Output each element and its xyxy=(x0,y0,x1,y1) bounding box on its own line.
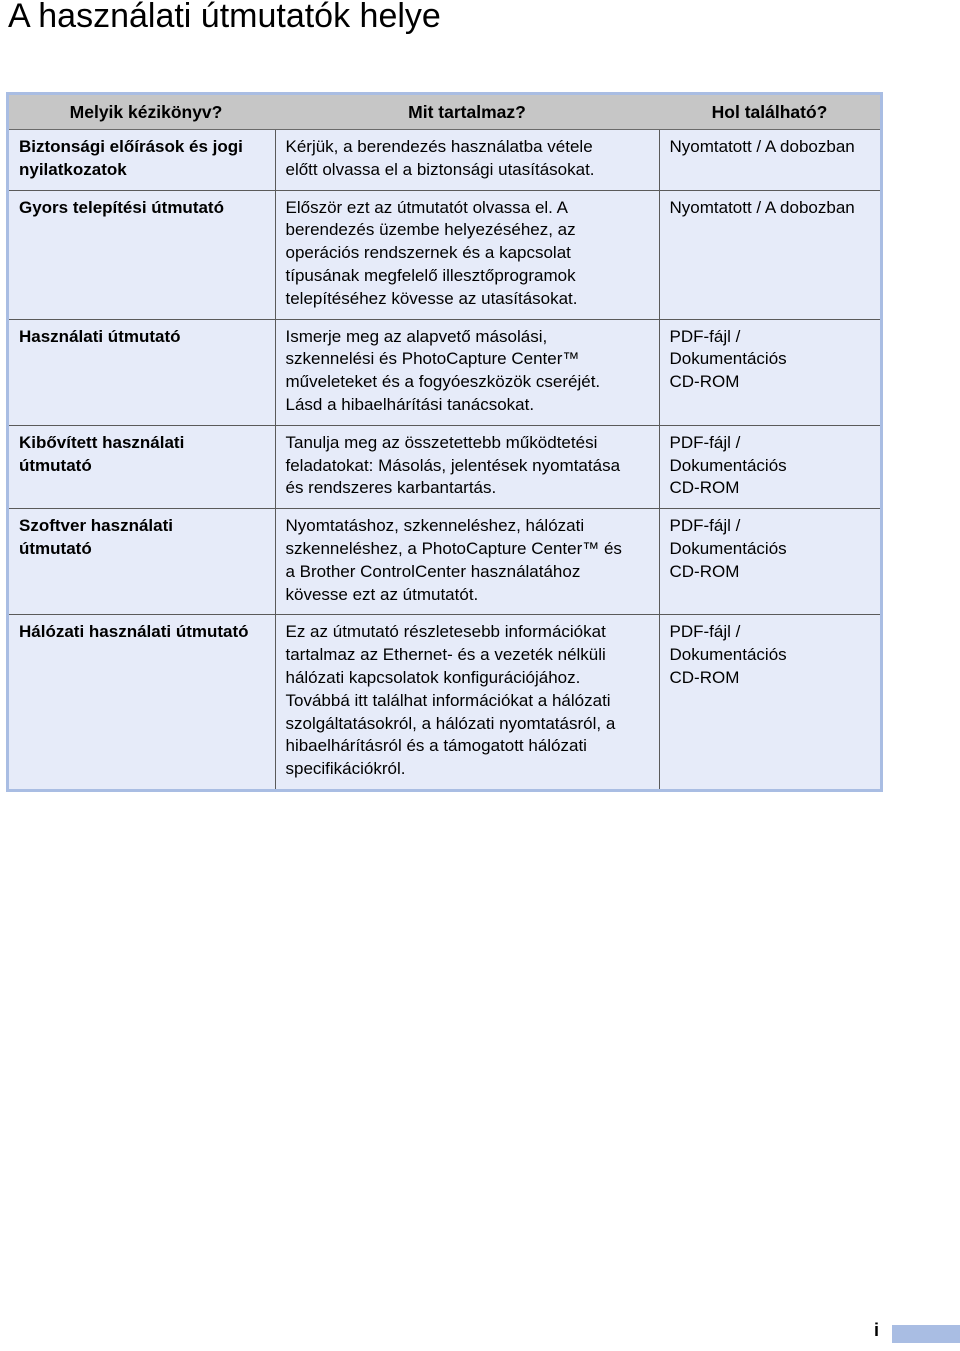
cell-text-line: PDF-fájl / xyxy=(669,326,741,346)
column-header-location: Hol található? xyxy=(659,95,880,130)
cell-text-line: szkennelési és PhotoCapture Center™ xyxy=(285,349,580,369)
cell-text-line: CD-ROM xyxy=(669,561,740,581)
manual-name-cell xyxy=(9,130,275,191)
manuals-table-frame xyxy=(6,92,883,792)
manual-location-cell xyxy=(659,425,880,508)
cell-text-line: Ez az útmutató részletesebb információkat xyxy=(285,622,606,642)
manual-contents-cell xyxy=(275,319,659,425)
table-row xyxy=(9,615,880,789)
cell-text-line: műveleteket és a fogyóeszközök cseréjét. xyxy=(285,372,601,392)
manual-name-cell xyxy=(9,190,275,319)
cell-text-line: Kérjük, a berendezés használatba vétele xyxy=(285,137,593,156)
manual-name-cell xyxy=(9,319,275,425)
cell-text-line: Dokumentációs xyxy=(669,455,787,475)
cell-text-line: hibaelhárításról és a támogatott hálózati xyxy=(285,736,587,756)
cell-text-line: szolgáltatásokról, a hálózati nyomtatásról, a xyxy=(285,713,616,733)
cell-text-line: PDF-fájl / xyxy=(669,432,741,452)
cell-text-line: Nyomtatott / A dobozban xyxy=(669,137,855,156)
manual-contents-cell xyxy=(275,130,659,191)
manual-name-cell xyxy=(9,615,275,789)
manual-contents-cell xyxy=(275,615,659,789)
cell-text-line: Gyors telepítési útmutató xyxy=(19,197,224,217)
manual-location-cell xyxy=(659,615,880,789)
cell-text-line: Lásd a hibaelhárítási tanácsokat. xyxy=(285,394,535,414)
cell-text-line: Dokumentációs xyxy=(669,349,787,369)
cell-text-line: PDF-fájl / xyxy=(669,622,741,642)
cell-text-line: specifikációkról. xyxy=(285,759,406,779)
cell-text-line: feladatokat: Másolás, jelentések nyomtatása xyxy=(285,455,621,475)
cell-text-line: PDF-fájl / xyxy=(669,516,741,536)
cell-text-line: Először ezt az útmutatót olvassa el. A xyxy=(285,197,569,217)
cell-text-line: berendezés üzembe helyezéséhez, az xyxy=(285,220,576,240)
cell-text-line: Szoftver használati xyxy=(19,516,173,536)
cell-text-line: CD-ROM xyxy=(669,667,740,687)
cell-text-line: operációs rendszernek és a kapcsolat xyxy=(285,243,571,263)
cell-text-line: Hálózati használati útmutató xyxy=(19,622,249,642)
manual-name-cell xyxy=(9,509,275,615)
manual-contents-cell xyxy=(275,425,659,508)
cell-text-line: Kibővített használati xyxy=(19,432,185,452)
page-number: i xyxy=(874,1320,880,1340)
manual-name-cell xyxy=(9,425,275,508)
table-row xyxy=(9,319,880,425)
cell-text-line: nyilatkozatok xyxy=(19,159,127,179)
cell-text-line: útmutató xyxy=(19,455,92,475)
cell-text-line: Továbbá itt találhat információkat a hálózati xyxy=(285,690,611,710)
cell-text-line: típusának megfelelő illesztőprogramok xyxy=(285,265,576,285)
cell-text-line: Nyomtatáshoz, szkenneléshez, hálózati xyxy=(285,516,585,536)
table-row xyxy=(9,130,880,191)
cell-text-line: CD-ROM xyxy=(669,478,740,498)
cell-text-line: Biztonsági előírások és jogi xyxy=(19,137,243,156)
cell-text-line: és rendszeres karbantartás. xyxy=(285,478,497,498)
table-row xyxy=(9,425,880,508)
table-row xyxy=(9,509,880,615)
cell-text-line: útmutató xyxy=(19,538,92,558)
column-header-contents: Mit tartalmaz? xyxy=(275,95,659,130)
cell-text-line: Dokumentációs xyxy=(669,538,787,558)
cell-text-line: Tanulja meg az összetettebb működtetési xyxy=(285,432,598,452)
manual-location-cell xyxy=(659,509,880,615)
manual-location-cell xyxy=(659,319,880,425)
manual-contents-cell xyxy=(275,190,659,319)
manual-location-cell xyxy=(659,190,880,319)
cell-text-line: Használati útmutató xyxy=(19,326,181,346)
cell-text-line: a Brother ControlCenter használatához xyxy=(285,561,581,581)
cell-text-line: Nyomtatott / A dobozban xyxy=(669,197,855,217)
cell-text-line: kövesse ezt az útmutatót. xyxy=(285,584,479,604)
manuals-table xyxy=(9,95,880,789)
manual-contents-cell xyxy=(275,509,659,615)
page-tab-marker xyxy=(892,1325,960,1343)
cell-text-line: CD-ROM xyxy=(669,372,740,392)
cell-text-line: szkenneléshez, a PhotoCapture Center™ és xyxy=(285,538,622,558)
column-header-manual: Melyik kézikönyv? xyxy=(9,95,275,130)
table-header-row xyxy=(9,95,880,130)
cell-text-line: telepítéséhez kövesse az utasításokat. xyxy=(285,288,578,308)
manual-location-cell xyxy=(659,130,880,191)
cell-text-line: Ismerje meg az alapvető másolási, xyxy=(285,326,548,346)
cell-text-line: tartalmaz az Ethernet- és a vezeték nélküli xyxy=(285,645,606,665)
table-row xyxy=(9,190,880,319)
cell-text-line: előtt olvassa el a biztonsági utasításokat. xyxy=(285,159,595,179)
cell-text-line: Dokumentációs xyxy=(669,645,787,665)
page-title: A használati útmutatók helye xyxy=(8,0,441,35)
cell-text-line: hálózati kapcsolatok konfigurációjához. xyxy=(285,667,581,687)
